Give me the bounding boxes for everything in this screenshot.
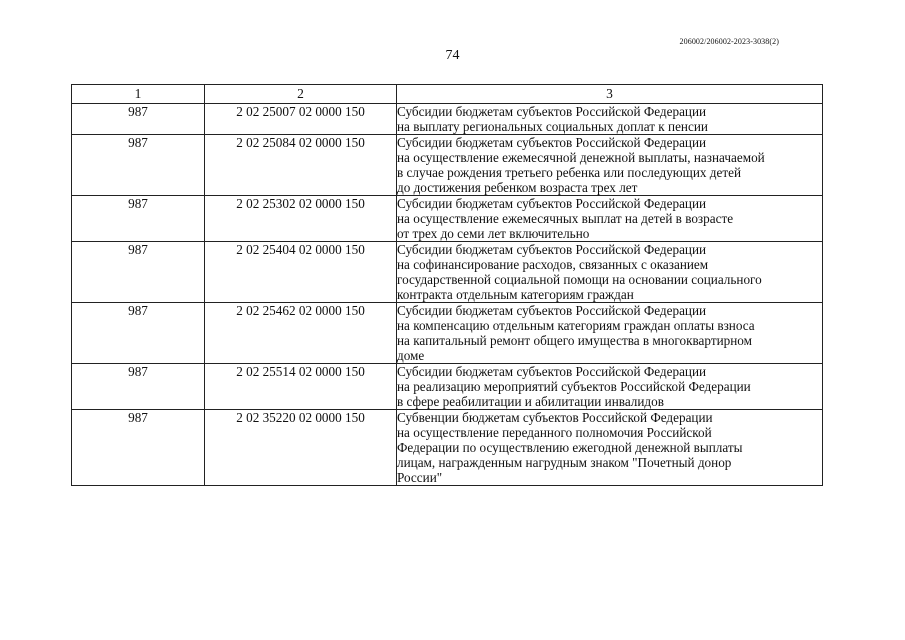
column-header-1: 1: [72, 85, 205, 104]
cell-revenue-code: 2 02 25302 02 0000 150: [205, 196, 397, 242]
cell-admin-code: 987: [72, 196, 205, 242]
table-row: [72, 303, 823, 364]
description-line: Субсидии бюджетам субъектов Российской Федерации: [397, 104, 707, 119]
description-line: в случае рождения третьего ребенка или последующих детей: [397, 165, 742, 180]
cell-admin-code: 987: [72, 104, 205, 135]
cell-admin-code: 987: [72, 242, 205, 303]
cell-admin-code: 987: [72, 303, 205, 364]
description-line: на софинансирование расходов, связанных с оказанием: [397, 257, 709, 272]
description-line: России": [397, 470, 443, 485]
cell-admin-code: 987: [72, 364, 205, 410]
document-id: 206002/206002-2023-3038(2): [679, 37, 779, 46]
table-row: [72, 410, 823, 486]
cell-revenue-code: 2 02 25514 02 0000 150: [205, 364, 397, 410]
table-row: [72, 196, 823, 242]
cell-description: [397, 242, 823, 303]
table-row: [72, 104, 823, 135]
cell-revenue-code: 2 02 25007 02 0000 150: [205, 104, 397, 135]
cell-admin-code: 987: [72, 135, 205, 196]
description-line: Субсидии бюджетам субъектов Российской Федерации: [397, 242, 707, 257]
column-header-3: 3: [397, 85, 823, 104]
page-number: 74: [445, 48, 460, 63]
table-row: [72, 242, 823, 303]
cell-revenue-code: 2 02 25084 02 0000 150: [205, 135, 397, 196]
description-line: на выплату региональных социальных доплат к пенсии: [397, 119, 708, 134]
budget-code-table: [71, 84, 823, 486]
cell-revenue-code: 2 02 25404 02 0000 150: [205, 242, 397, 303]
description-line: Субсидии бюджетам субъектов Российской Федерации: [397, 364, 707, 379]
description-line: в сфере реабилитации и абилитации инвалидов: [397, 394, 664, 409]
cell-description: [397, 410, 823, 486]
cell-description: [397, 303, 823, 364]
cell-description: [397, 364, 823, 410]
description-line: Субвенции бюджетам субъектов Российской Федерации: [397, 410, 713, 425]
description-line: на капитальный ремонт общего имущества в многоквартирном: [397, 333, 752, 348]
description-line: доме: [397, 348, 425, 363]
description-line: Федерации по осуществлению ежегодной денежной выплаты: [397, 440, 743, 455]
cell-description: [397, 196, 823, 242]
description-line: от трех до семи лет включительно: [397, 226, 590, 241]
description-line: Субсидии бюджетам субъектов Российской Федерации: [397, 196, 707, 211]
cell-description: [397, 135, 823, 196]
table-body: [72, 104, 823, 486]
description-line: на компенсацию отдельным категориям граждан оплаты взноса: [397, 318, 755, 333]
description-line: на осуществление ежемесячной денежной выплаты, назначаемой: [397, 150, 765, 165]
description-line: на осуществление переданного полномочия Российской: [397, 425, 712, 440]
table-row: [72, 135, 823, 196]
description-line: на реализацию мероприятий субъектов Российской Федерации: [397, 379, 751, 394]
description-line: Субсидии бюджетам субъектов Российской Федерации: [397, 303, 707, 318]
cell-revenue-code: 2 02 35220 02 0000 150: [205, 410, 397, 486]
description-line: на осуществление ежемесячных выплат на детей в возрасте: [397, 211, 734, 226]
cell-description: [397, 104, 823, 135]
table-header-row: [72, 85, 823, 104]
description-line: контракта отдельным категориям граждан: [397, 287, 634, 302]
description-line: лицам, награжденным нагрудным знаком "Почетный донор: [397, 455, 732, 470]
description-line: Субсидии бюджетам субъектов Российской Федерации: [397, 135, 707, 150]
description-line: до достижения ребенком возраста трех лет: [397, 180, 638, 195]
table-row: [72, 364, 823, 410]
cell-revenue-code: 2 02 25462 02 0000 150: [205, 303, 397, 364]
column-header-2: 2: [205, 85, 397, 104]
description-line: государственной социальной помощи на основании социального: [397, 272, 762, 287]
cell-admin-code: 987: [72, 410, 205, 486]
